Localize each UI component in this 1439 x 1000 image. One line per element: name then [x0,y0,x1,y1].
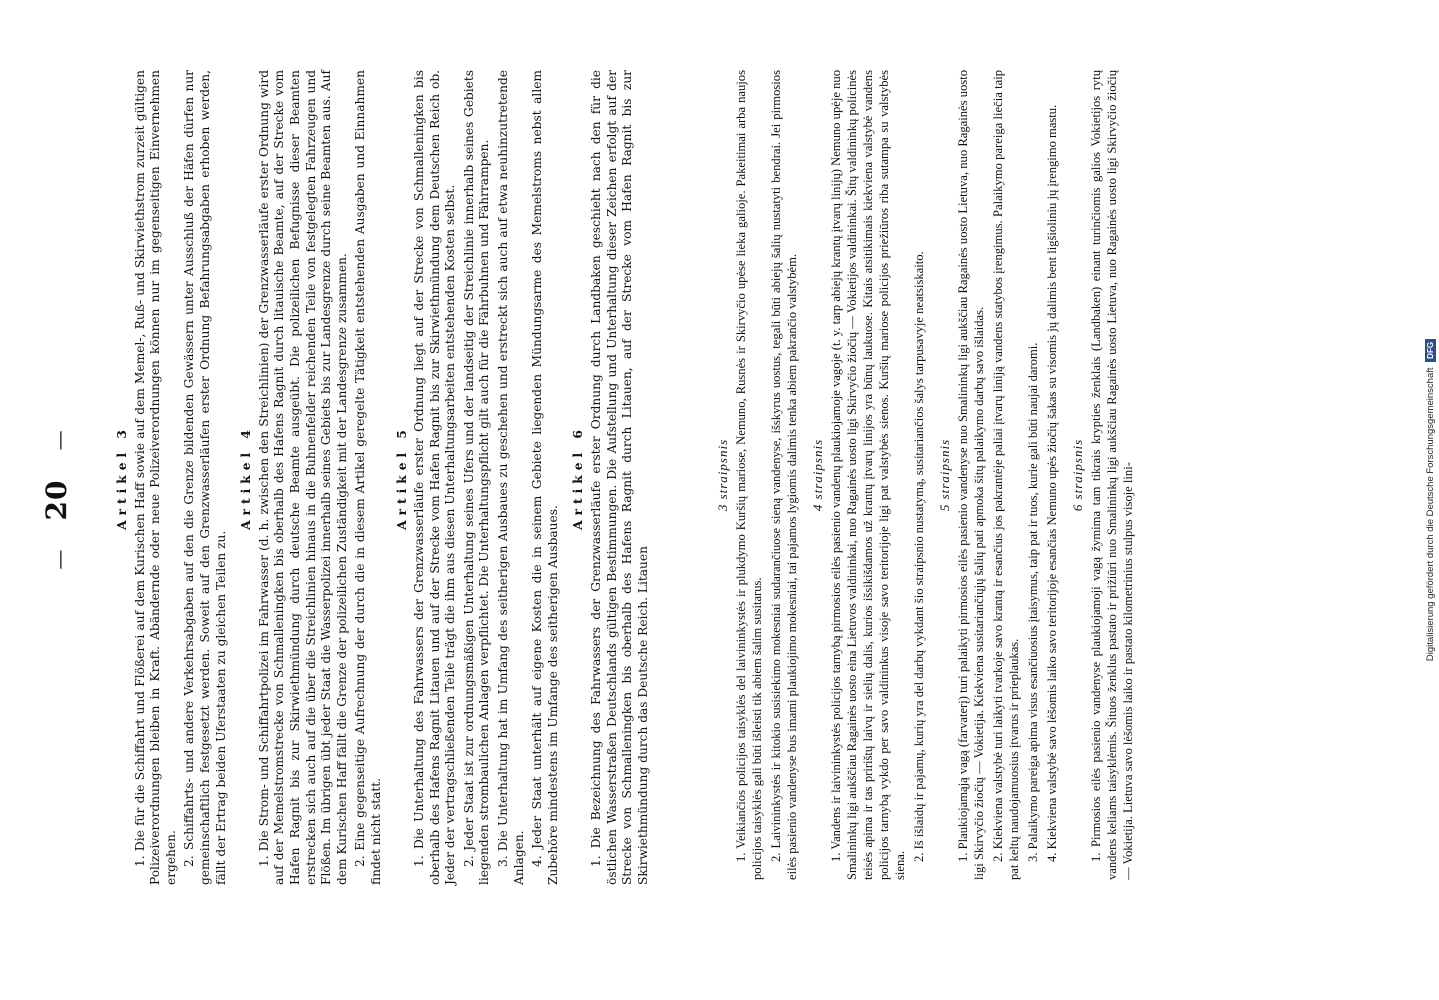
paragraph: 3. Die Unterhaltung hat im Umfang des seitherigen Ausbaues zu geschehen und erstreckt sich auch auf etwa neuhinzutretende Anlagen. [496,70,526,885]
article-title: 4 straipsnis [810,438,825,512]
paragraph: 1. Veikiančios policijos taisyklės del laivininkystės ir plukdymo Kuršių mariose, Nemuno, Rusnės ir Skirvyčio upėse lieka galioje. Pakeitimai arba naujos policijos taisyklės gali būti išleisti tik abiem šalim susitarus. [734,70,764,880]
paragraph: 2. Schiffahrts- und andere Verkehrsabgaben auf den die Grenze bildenden Gewässern unter Ausschluß der Häfen dürfen nur gemeinschaftlich festgesetzt werden. Soweit auf den Grenzwasserläufen erster Ordnung Befahrungsabgaben erhoben werden, fällt der Ertrag beiden Uferstaaten zu gleichen Teilen zu. [182,70,228,885]
paragraph: 1. Die Bezeichnung des Fahrwassers der Grenzwasserläufe erster Ordnung durch Landbaken geschieht nach den für die östlichen Wasserstraßen Deutschlands gültigen Bestimmungen. Die Aufstellung und Unterhaltung dieser Zeichen erfolgt auf der Strecke von Schmalleningken bis oberhalb des Hafens Ragnit durch Litauen, auf der Strecke vom Hafen Ragnit bis zur Skirwiethmündung durch das Deutsche Reich. Litauen [589,70,650,885]
paragraph: 3. Palaikymo pareiga apima visus esančiuosius įtaisymus, taip pat ir tuos, kurie gali būti naujai daromi. [1026,342,1040,862]
header-dash-right: — [47,430,71,451]
article-title: 5 straipsnis [937,438,952,512]
page-header [40,0,90,1000]
german-article-5 [395,70,562,885]
lithuanian-article-5 [937,70,1060,880]
article-title: Artikel 4 [239,425,254,530]
lithuanian-column [715,0,1275,1000]
paragraph: 2. Kiekviena valstybė turi laikyti tvarkoje savo krantą ir esančius jos pakrantėje paliai įtvarų liniją vandens statybos įrengimus. Palaikymo pareiga liečia taip pat keltų naudojamuosius įtvarus ir prieplaukas. [991,70,1021,880]
paragraph: 2. Eine gegenseitige Aufrechnung der durch die in diesem Artikel geregelte Tätigkeit entstehenden Ausgaben und Einnahmen findet nicht statt. [353,70,383,885]
german-article-6 [571,70,651,885]
paragraph: 1. Die für die Schiffahrt und Flößerei auf dem Kurischen Haff sowie auf dem Memel-, Ruß- und Skirwiethstrom zurzeit gültigen Polizeiverordnungen bleiben in Kraft. Abändernde oder neue Polizeiverordnungen können nur im gegenseitigen Einvernehmen ergehen. [132,70,178,885]
paragraph: 1. Plaukiojamąją vagą (farvaterį) turi palaikyti pirmosios eilės pasienio vandenyse nuo Smalininkų ligi aukščiau Ragainės uosto Lietuva, nuo Ragainės uosto ligi Skirvyčio žiočių — Vokietija. Kiekviena susitariančiųjų šalių pati apmoka šitų palaikymo darbų savo išlaidas. [956,70,986,880]
credit-text: Digitalisierung gefördert durch die Deutsche Forschungsgemeinschaft [1425,367,1436,662]
paragraph: 2. Laivininkystės ir kitokio susisiekimo mokesniai sudarančiuose sieną vandenyse, išskyrus uostus, tegali būti abiejų šalių nustatyti bendrai. Jei pirmosios eilės pasienio vandenyse bus imami plaukiojimo mokesniai, tai pajamos lygiomis dalimis tenka abiem pakrančio valstybėm. [769,70,799,880]
paragraph: 2. Jeder Staat ist zur ordnungsmäßigen Unterhaltung seines Ufers und der landseitig der Streichlinie innerhalb seines Gebiets liegenden strombaulichen Anlagen verpflichtet. Die Unterhaltungspflicht gilt auch für die Fährbuhnen und Fährrampen. [461,70,492,885]
lithuanian-article-6 [1070,70,1136,880]
paragraph: 1. Die Unterhaltung des Fahrwassers der Grenzwasserläufe erster Ordnung liegt auf der Strecke von Schmalleningken bis oberhalb des Hafens Ragnit Litauen und auf der Strecke vom Hafen Ragnit bis zur Skirwiethmündung dem Deutschen Reich ob. Jeder der vertragschließenden Teile trägt die ihm aus diesen Unterhaltungsarbeiten entstehenden Kosten selbst. [412,70,458,885]
german-article-4 [239,70,384,885]
header-dash-left: — [47,549,71,570]
digitization-sidebar [1418,0,1434,1000]
article-title: Artikel 3 [115,425,129,530]
article-title: Artikel 6 [571,425,586,530]
german-article-3 [115,70,229,885]
dfg-logo: DFG [1425,339,1436,362]
paragraph: 1. Pirmosios eilės pasienio vandenyse plaukiojamoji vagą žymima tam tikrais krypties ženklais (Landbaken) einant turinčiomis galios Vokietijos rytų vandens keliams taisyklėmis. Šituos ženklus pastato ir prižiūri nuo Smalininkų ligi aukščiau Ragainės uosto Lietuva, nuo Ragainės uosto ligi Skirvyčio žiočių — Vokietija. Lietuva savo lėšomis laiko ir pastato kilometrinius stulpus visoje lini- [1089,70,1135,880]
lithuanian-article-3 [715,70,800,880]
paragraph: 1. Vandens ir laivininkystės policijos tarnybą pirmosios eilės pasienio vandenų plaukiojamoje vagoje (t. y. tarp abiejų krantų įtvarų linijų) Nemuno upėje nuo Smalininkų ligi aukščiau Ragainės uosto eina Lietuvos valdininkai, nuo Ragainės uosto ligi Skirvyčio žiočių — Vokietijos valdininkai. Šitų valdininkų policinės teisės apima ir tas pririštų laivų ir sielių dalis, kurios išsikišdamos už krantų įtvarų linijos yra būnų laukuose. Kitais atsitikimais kiekviena valstybė vandens policijos tarnybą vykdo per savo valdininkus visoje savo teritorijoje ligi pat valstybės sienos. Kuršių mariose policijos priežiūros riba sutampa su valstybės siena. [829,70,907,880]
paragraph: 1. Die Strom- und Schiffahrtpolizei im Fahrwasser (d. h. zwischen den Streichlinien) der Grenzwasserläufe erster Ordnung wird auf der Memelstromstrecke von Schmalleningken bis oberhalb des Hafens Ragnit durch litauische Beamte, auf der Strecke vom Hafen Ragnit bis zur Skirwiethmündung durch deutsche Beamte ausgeübt. Die polizeilichen Befugnisse dieser Beamten erstrecken sich auch auf die über die Streichlinien hinaus in die Buhnenfelder reichenden Teile von festgelegten Fahrzeugen und Flößen. Im übrigen übt jeder Staat die Wasserpolizei innerhalb seines Gebiets bis zur Landesgrenze durch seine Beamten aus. Auf dem Kurischen Haff fällt die Grenze der polizeilichen Zuständigkeit mit der Landesgrenze zusammen. [256,70,349,885]
german-column [115,0,675,1000]
page-number: 20 [40,479,73,521]
paragraph: 4. Kiekviena valstybė savo lėšomis laiko savo teritorijoje esančias Nemuno upės žiočių šakas su visomis jų dalimis bent ligšioliniu jų įrengimo mastu. [1045,104,1059,862]
article-title: Artikel 5 [394,425,409,530]
lithuanian-article-4 [810,70,927,880]
paragraph: 2. Iš išlaidų ir pajamų, kurių yra del darbų vykdant šio straipsnio nustatymą, susitariančios šalys tarpusavyje neatsiskaito. [912,251,926,862]
paragraph: 4. Jeder Staat unterhält auf eigene Kosten die in seinem Gebiete liegenden Mündungsarme des Memelstroms nebst allem Zubehöre mindestens im Umfange des seitherigen Ausbaues. [530,70,560,885]
digitization-credit [1418,0,1439,1000]
article-title: 3 straipsnis [715,438,730,512]
article-title: 6 straipsnis [1070,438,1085,512]
